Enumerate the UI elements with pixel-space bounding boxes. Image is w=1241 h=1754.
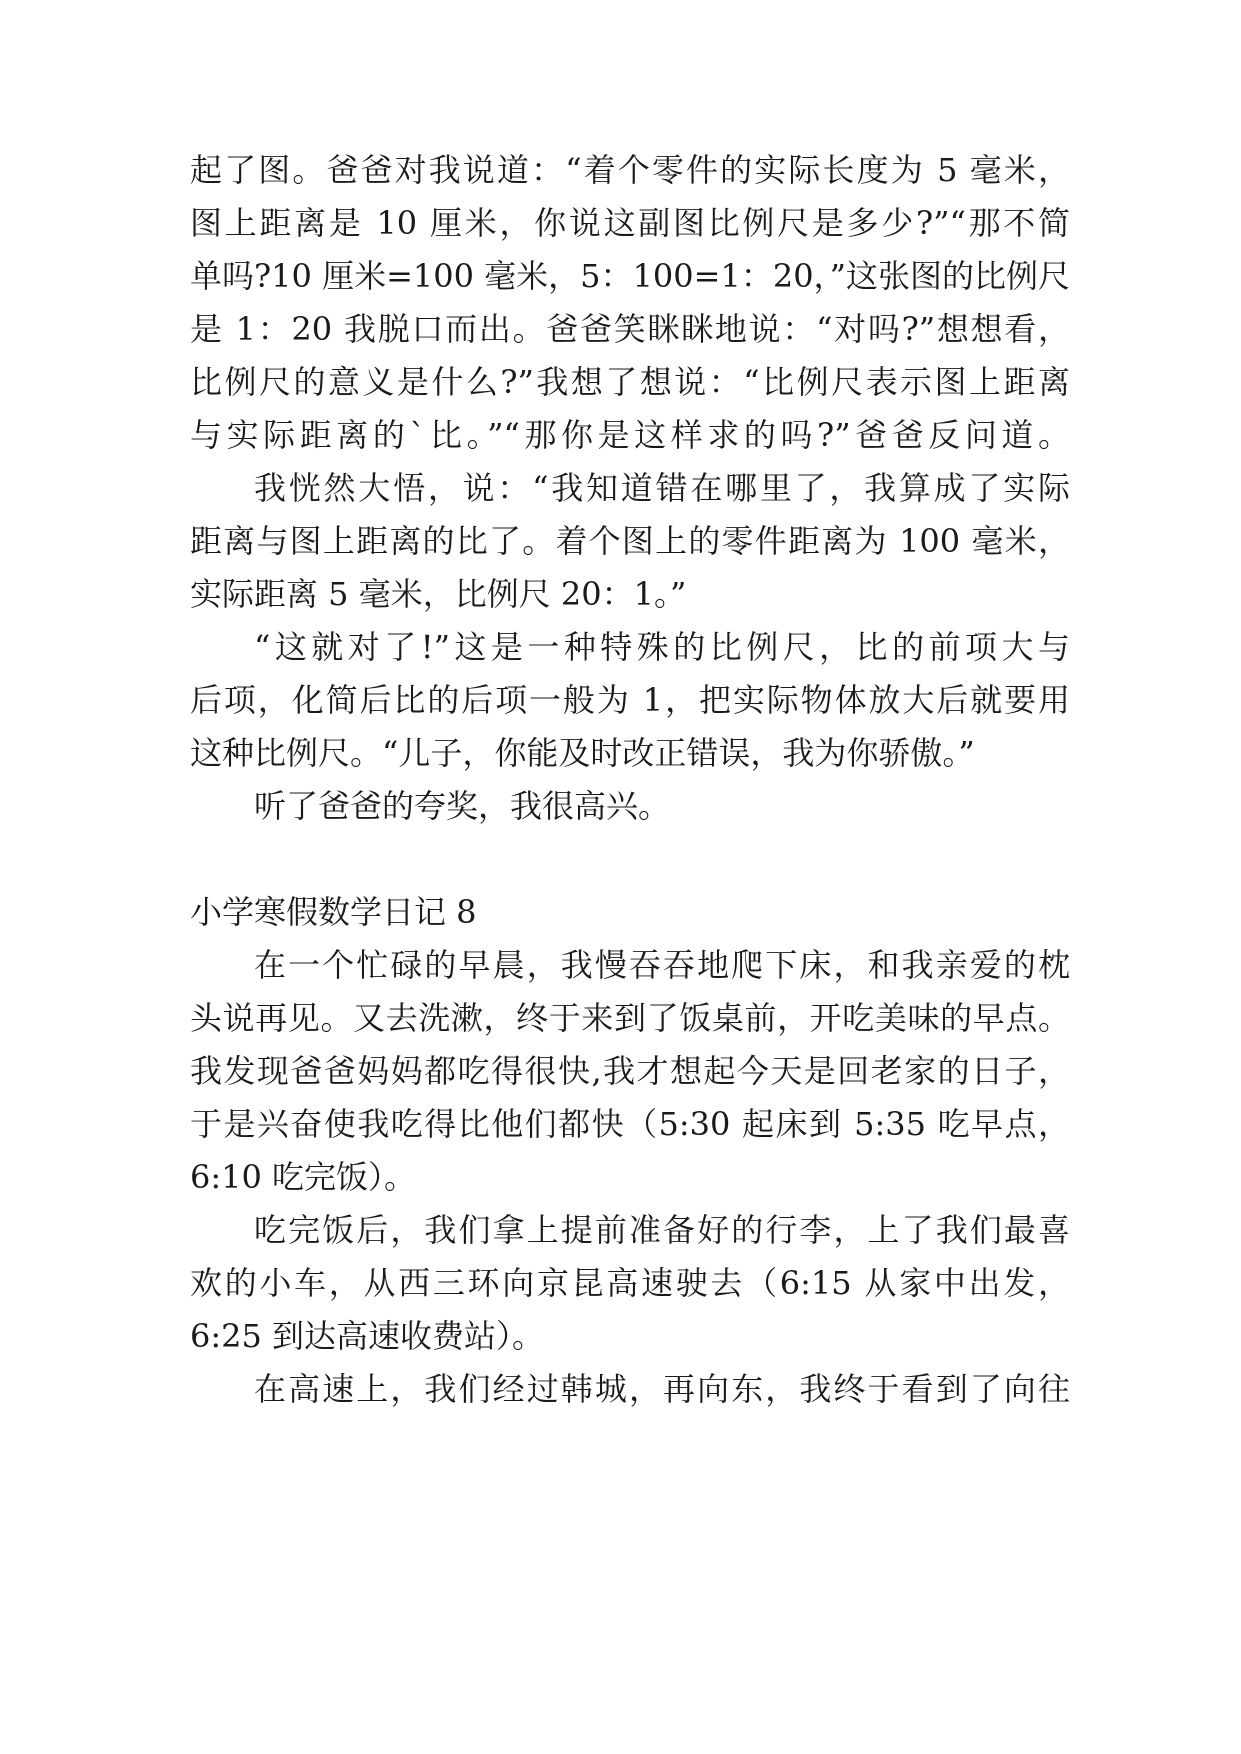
paragraph-first-line: “这就对了!”这是一种特殊的比例尺，比的前项大与 (254, 628, 1070, 666)
text-line: 图上距离是 10 厘米，你说这副图比例尺是多少?”“那不简 (190, 204, 1070, 242)
text-line: 比例尺的意义是什么?”我想了想说：“比例尺表示图上距离 (190, 363, 1070, 401)
paragraph-first-line: 在一个忙碌的早晨，我慢吞吞地爬下床，和我亲爱的枕 (254, 946, 1070, 984)
text-line: 欢的小车，从西三环向京昆高速驶去（6:15 从家中出发， (190, 1264, 1070, 1302)
section-heading: 小学寒假数学日记 8 (190, 893, 477, 931)
text-line: 单吗?10 厘米=100 毫米，5：100=1：20，”这张图的比例尺 (190, 257, 1070, 295)
text-line: 于是兴奋使我吃得比他们都快（5:30 起床到 5:35 吃早点， (190, 1105, 1070, 1143)
text-line: 这种比例尺。“儿子，你能及时改正错误，我为你骄傲。” (190, 734, 975, 772)
paragraph-first-line: 在高速上，我们经过韩城，再向东，我终于看到了向往 (254, 1370, 1070, 1408)
text-line: 我发现爸爸妈妈都吃得很快,我才想起今天是回老家的日子， (190, 1052, 1070, 1090)
text-line: 后项，化简后比的后项一般为 1，把实际物体放大后就要用 (190, 681, 1070, 719)
text-line: 距离与图上距离的比了。着个图上的零件距离为 100 毫米， (190, 522, 1070, 560)
paragraph-first-line: 我恍然大悟，说：“我知道错在哪里了，我算成了实际 (254, 469, 1070, 507)
text-line: 起了图。爸爸对我说道：“着个零件的实际长度为 5 毫米， (190, 151, 1070, 189)
text-line: 头说再见。又去洗漱，终于来到了饭桌前，开吃美味的早点。 (190, 999, 1070, 1037)
text-line: 是 1：20 我脱口而出。爸爸笑眯眯地说：“对吗?”想想看， (190, 310, 1070, 348)
text-line: 6:10 吃完饭）。 (190, 1158, 417, 1196)
text-line: 实际距离 5 毫米，比例尺 20：1。” (190, 575, 687, 613)
text-line: 6:25 到达高速收费站）。 (190, 1317, 545, 1355)
paragraph-first-line: 听了爸爸的夸奖，我很高兴。 (254, 787, 671, 825)
text-line: 与实际距离的`比。”“那你是这样求的吗?”爸爸反问道。 (190, 416, 1070, 454)
paragraph-first-line: 吃完饭后，我们拿上提前准备好的行李，上了我们最喜 (254, 1211, 1070, 1249)
